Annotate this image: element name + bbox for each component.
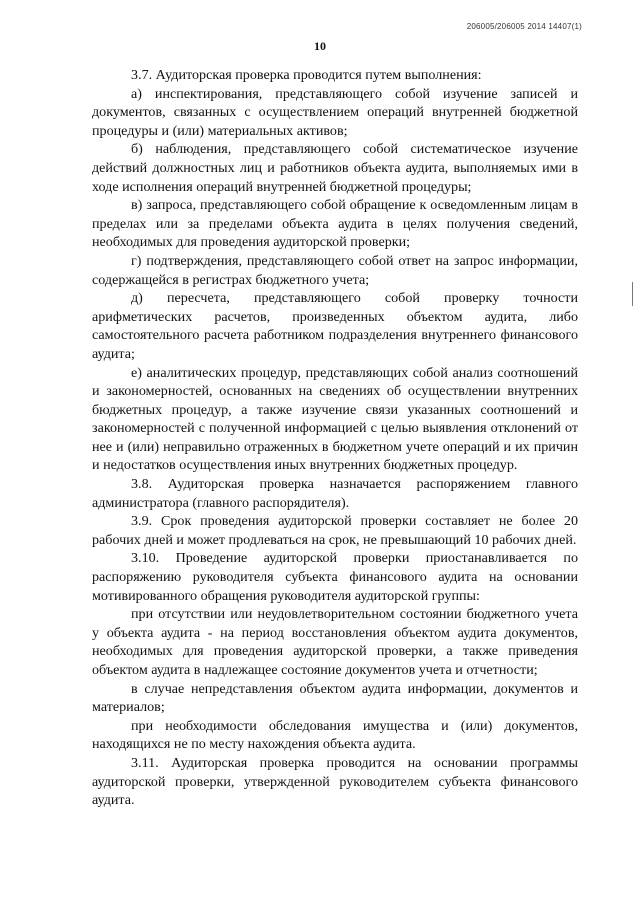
paragraph-3-7: 3.7. Аудиторская проверка проводится путем выполнения: [131, 67, 482, 83]
paragraph-3-10-item-1: при отсутствии или неудовлетворительном состоянии бюджетного учета у объекта аудита - на период восстановления объектом аудита документов, необходимых для проведения аудиторской проверки, а также приведения объектом аудита в надлежащее состояние документов учета и отчетности; [92, 606, 578, 678]
scan-margin-mark [632, 282, 633, 306]
paragraph-3-10: 3.10. Проведение аудиторской проверки приостанавливается по распоряжению руководителя субъекта финансового аудита на основании мотивированного обращения руководителя аудиторской группы: [92, 550, 578, 604]
paragraph-3-7-v: в) запроса, представляющего собой обращение к осведомленным лицам в пределах или за пределами объекта аудита в целях получения сведений, необходимых для проведения аудиторской проверки; [92, 197, 578, 251]
paragraph-3-9: 3.9. Срок проведения аудиторской проверки составляет не более 20 рабочих дней и может продлеваться на срок, не превышающий 10 рабочих дней. [92, 513, 578, 548]
document-body [92, 66, 578, 810]
paragraph-3-10-item-3: при необходимости обследования имущества и (или) документов, находящихся не по месту нахождения объекта аудита. [92, 717, 578, 753]
paragraph-3-7-a: а) инспектирования, представляющего собой изучение записей и документов, связанных с осуществлением операций внутренней бюджетной процедуры и (или) материальных активов; [92, 85, 578, 139]
document-id: 206005/206005 2014 14407(1) [466, 22, 582, 31]
paragraph-3-11: 3.11. Аудиторская проверка проводится на основании программы аудиторской проверки, утвержденной руководителем субъекта финансового аудита. [92, 754, 578, 809]
paragraph-3-7-b: б) наблюдения, представляющего собой систематическое изучение действий должностных лиц и работников объекта аудита, выполняемых ими в ходе исполнения операций внутренней бюджетной процедуры; [92, 141, 578, 195]
paragraph-3-7-d: д) пересчета, представляющего собой проверку точности арифметических расчетов, произведенных объектом аудита, либо самостоятельного расчета работником подразделения внутреннего финансового аудита; [92, 290, 578, 362]
page-number: 10 [314, 39, 326, 53]
paragraph-3-8: 3.8. Аудиторская проверка назначается распоряжением главного администратора (главного распорядителя). [92, 476, 578, 511]
paragraph-3-10-item-2: в случае непредставления объектом аудита информации, документов и материалов; [92, 680, 578, 716]
paragraph-3-7-g: г) подтверждения, представляющего собой ответ на запрос информации, содержащейся в регистрах бюджетного учета; [92, 252, 578, 288]
paragraph-3-7-e: е) аналитических процедур, представляющих собой анализ соотношений и закономерностей, основанных на сведениях об осуществлении внутренних бюджетных процедур, а также изучение связи указанных соотношений и закономерностей с полученной информацией с целью выявления отклонений от нее и (или) неправильно отраженных в бюджетном учете операций и их причин и недостатков осуществления иных внутренних бюджетных процедур. [92, 364, 578, 474]
